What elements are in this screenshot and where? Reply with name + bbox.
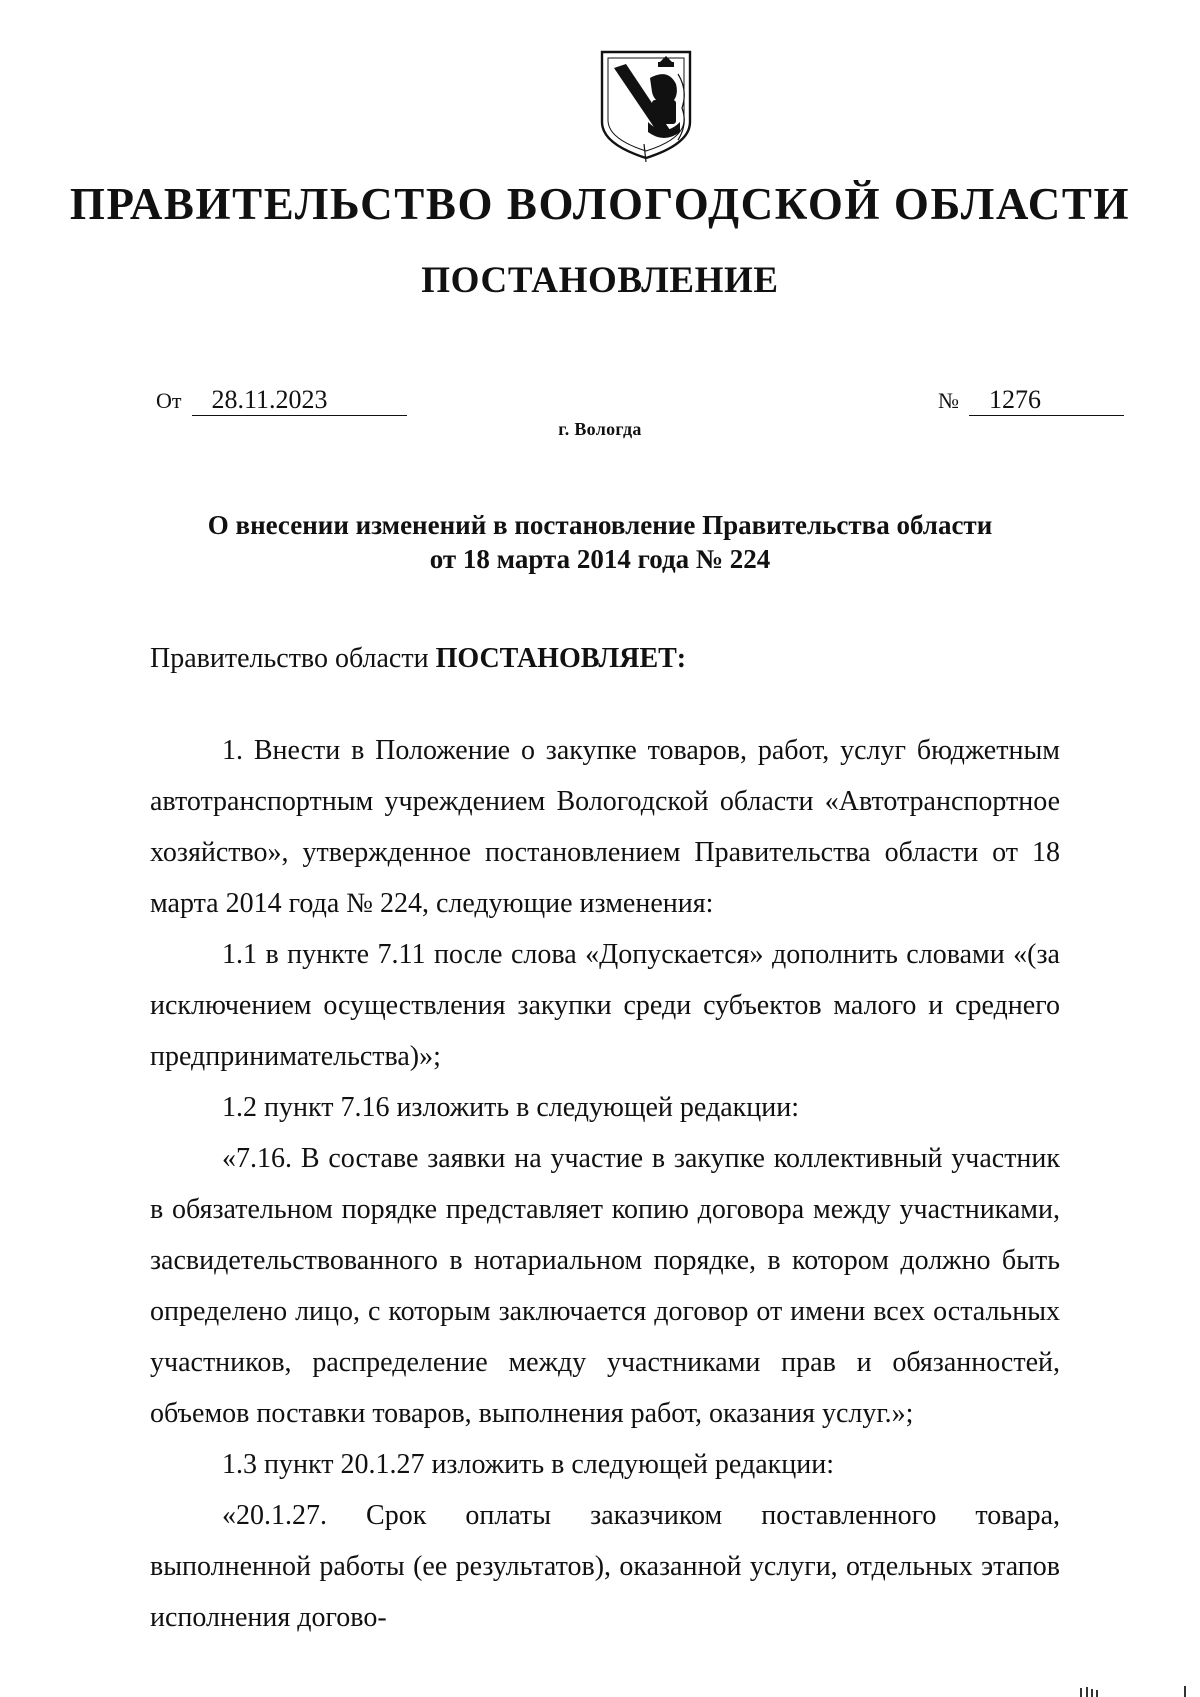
coat-of-arms-emblem (598, 44, 694, 162)
document-type: ПОСТАНОВЛЕНИЕ (421, 260, 779, 301)
document-date-line (156, 385, 407, 416)
paragraph-1-1: 1.1 в пункте 7.11 после слова «Допускается» дополнить словами «(за исключением осуществления закупки среди субъектов малого и среднего предпринимательства)»; (150, 939, 1060, 1072)
paragraph-1-3: 1.3 пункт 20.1.27 изложить в следующей редакции: (222, 1449, 834, 1480)
paragraph-1: 1. Внести в Положение о закупке товаров, работ, услуг бюджетным автотранспортным учреждением Вологодской области «Автотранспортное хозяйство», утвержденное постановлением Правительства области от 18 марта 2014 года № 224, следующие изменения: (150, 735, 1060, 919)
document-number-line (938, 385, 1124, 416)
number-prefix: № (938, 388, 959, 413)
document-heading (150, 508, 1050, 576)
paragraph-7-16-quote: «7.16. В составе заявки на участие в закупке коллективный участник в обязательном порядке представляет копию договора между участниками, засвидетельствованного в нотариальном порядке, в котором должно быть определено лицо, с которым заключается договор от имени всех остальных участников, распределение между участниками прав и обязанностей, объемов поставки товаров, выполнения работ, оказания услуг.»; (150, 1143, 1060, 1429)
heading-line-2: от 18 марта 2014 года № 224 (429, 544, 771, 574)
scan-edge-mark (1080, 1684, 1190, 1697)
preamble (150, 640, 1050, 678)
paragraph-20-1-27-quote: «20.1.27. Срок оплаты заказчиком поставленного товара, выполненной работы (ее результатов), оказанной услуги, отдельных этапов исполнения догово- (150, 1500, 1060, 1633)
document-date: 28.11.2023 (192, 385, 407, 416)
date-prefix: От (156, 388, 182, 413)
organization-title: ПРАВИТЕЛЬСТВО ВОЛОГОДСКОЙ ОБЛАСТИ (69, 179, 1131, 229)
document-body (150, 725, 1060, 1643)
paragraph-1-2: 1.2 пункт 7.16 изложить в следующей редакции: (222, 1092, 799, 1123)
document-number: 1276 (969, 385, 1124, 416)
city-name: г. Вологда (558, 419, 642, 439)
preamble-text: Правительство области (150, 643, 436, 674)
heading-line-1: О внесении изменений в постановление Правительства области (207, 510, 993, 540)
preamble-resolves: ПОСТАНОВЛЯЕТ: (435, 643, 687, 674)
